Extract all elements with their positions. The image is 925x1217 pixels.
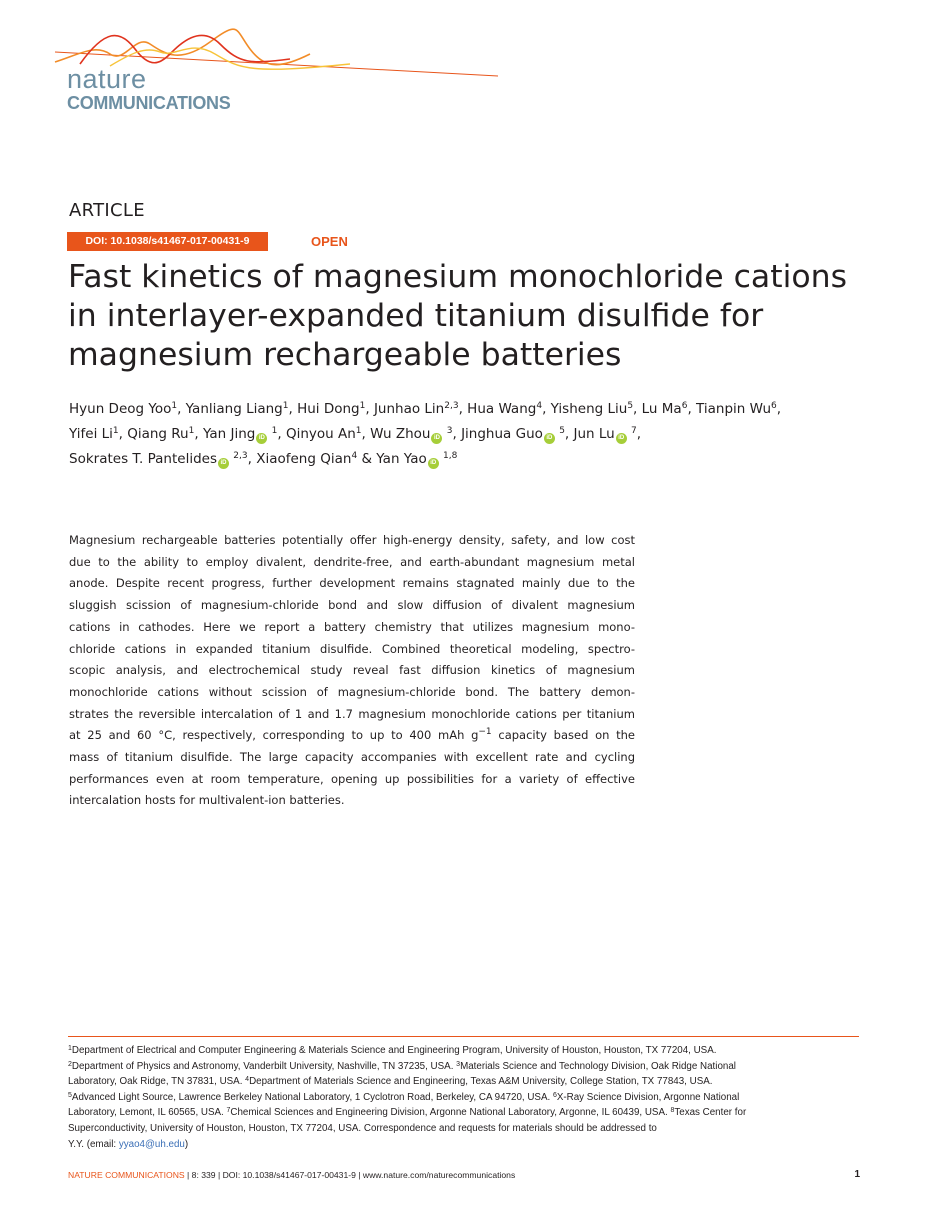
author-separator: , xyxy=(452,426,462,442)
affiliation-number: 5 xyxy=(68,1091,72,1099)
affiliation-text: Chemical Sciences and Engineering Division, Argonne National Laboratory, Argonne, IL 60439, USA. xyxy=(230,1107,671,1119)
affiliation-text: Laboratory, Lemont, IL 60565, USA. xyxy=(68,1107,227,1119)
author-name: Xiaofeng Qian xyxy=(256,451,352,467)
abstract-line: monochloride cations without scission of magnesium-chloride bond. The battery demon- xyxy=(69,684,635,699)
author-affiliation-ref: 3 xyxy=(446,426,453,436)
author-separator: , xyxy=(118,426,128,442)
correspondence-email-link[interactable]: yyao4@uh.edu xyxy=(118,1138,185,1150)
title-line: magnesium rechargeable batteries xyxy=(68,337,622,373)
orcid-icon[interactable]: iD xyxy=(544,433,555,444)
author-name: Hyun Deog Yoo xyxy=(69,401,172,417)
author-name: Junhao Lin xyxy=(373,401,445,417)
affiliation-text: Materials Science and Technology Division, Oak Ridge National xyxy=(460,1060,736,1072)
footnote-divider xyxy=(68,1036,859,1037)
author-separator: , xyxy=(542,401,551,417)
affiliation-text: X-Ray Science Division, Argonne National xyxy=(556,1091,740,1103)
author-line xyxy=(69,397,869,422)
author-affiliation-ref: 1,8 xyxy=(443,451,458,461)
author-list xyxy=(69,397,869,472)
affiliation-text: Department of Materials Science and Engineering, Texas A&M University, College Station, TX 77843, USA. xyxy=(249,1076,713,1088)
author-name: Jinghua Guo xyxy=(461,426,543,442)
footer-doi-url[interactable]: | DOI: 10.1038/s41467-017-00431-9 | www.nature.com/naturecommunications xyxy=(217,1170,516,1180)
author-name: Yan Yao xyxy=(376,451,427,467)
author-separator: , xyxy=(564,426,574,442)
author-line xyxy=(69,422,869,447)
affiliation-line xyxy=(68,1043,863,1059)
author-affiliation-ref: 1 xyxy=(112,426,119,436)
author-name: Yifei Li xyxy=(69,426,113,442)
affiliation-line xyxy=(68,1121,863,1137)
author-name: Qiang Ru xyxy=(127,426,189,442)
footer-volume: | 8: 339 xyxy=(184,1170,218,1180)
running-footer xyxy=(68,1169,860,1181)
affiliation-number: 2 xyxy=(68,1060,72,1068)
abstract-line: mass of titanium disulfide. The large capacity accompanies with excellent rate and cycling xyxy=(69,750,635,765)
affiliation-number: 4 xyxy=(245,1076,250,1084)
author-separator: & xyxy=(357,451,377,467)
orcid-icon[interactable]: iD xyxy=(616,433,627,444)
affiliation-number: 7 xyxy=(226,1107,231,1115)
abstract-line: Magnesium rechargeable batteries potentially offer high-energy density, safety, and low cost xyxy=(69,533,635,547)
author-separator: , xyxy=(776,401,782,417)
abstract-line: strates the reversible intercalation of 1 and 1.7 magnesium monochloride cations per titanium xyxy=(69,706,635,721)
author-affiliation-ref: 5 xyxy=(559,426,565,436)
author-separator: , xyxy=(288,401,298,417)
orcid-icon[interactable]: iD xyxy=(218,458,229,469)
author-name: Hua Wang xyxy=(467,401,537,417)
author-affiliation-ref: 1 xyxy=(188,426,195,436)
doi-badge[interactable]: DOI: 10.1038/s41467-017-00431-9 xyxy=(67,232,268,251)
article-type-label: ARTICLE xyxy=(69,200,145,221)
orcid-icon[interactable]: iD xyxy=(256,433,267,444)
logo-word-nature: nature xyxy=(67,64,147,94)
author-affiliation-ref: 2,3 xyxy=(233,451,248,461)
title-line: in interlayer-expanded titanium disulfide for xyxy=(68,298,764,334)
abstract-line: intercalation hosts for multivalent-ion batteries. xyxy=(69,793,345,808)
affiliation-line xyxy=(68,1090,863,1106)
orcid-icon[interactable]: iD xyxy=(428,458,439,469)
affiliation-text: Y.Y. (email: xyxy=(68,1138,119,1150)
affiliations xyxy=(68,1043,863,1152)
author-name: Sokrates T. Pantelides xyxy=(69,451,217,467)
affiliation-text: Advanced Light Source, Lawrence Berkeley National Laboratory, 1 Cyclotron Road, Berkeley, CA 94720, USA. xyxy=(71,1091,553,1103)
logo-word-communications: COMMUNICATIONS xyxy=(67,93,231,113)
abstract-superscript: −1 xyxy=(478,727,492,738)
article-title xyxy=(68,258,868,375)
author-affiliation-ref: 1 xyxy=(282,401,289,411)
abstract-line: anode. Despite recent progress, further development remains stagnated mainly due to the xyxy=(69,576,635,591)
author-line xyxy=(69,447,869,472)
author-affiliation-ref: 5 xyxy=(627,401,634,411)
author-affiliation-ref: 1 xyxy=(355,426,362,436)
affiliation-text: Department of Physics and Astronomy, Vanderbilt University, Nashville, TN 37235, USA. xyxy=(71,1060,457,1072)
author-name: Yan Jing xyxy=(202,426,256,442)
affiliation-line xyxy=(68,1105,863,1121)
author-separator: , xyxy=(633,401,642,417)
author-separator: , xyxy=(687,401,697,417)
author-affiliation-ref: 1 xyxy=(171,401,178,411)
author-affiliation-ref: 4 xyxy=(536,401,543,411)
author-name: Yisheng Liu xyxy=(550,401,628,417)
affiliation-number: 1 xyxy=(68,1045,72,1052)
author-name: Hui Dong xyxy=(297,401,360,417)
author-affiliation-ref: 2,3 xyxy=(444,401,459,411)
abstract-line: scopic analysis, and electrochemical study reveal fast diffusion kinetics of magnesium xyxy=(69,663,635,678)
author-affiliation-ref: 7 xyxy=(631,426,637,436)
affiliation-line xyxy=(68,1059,863,1075)
abstract-line xyxy=(69,725,635,747)
affiliation-number: 3 xyxy=(456,1060,461,1068)
author-affiliation-ref: 6 xyxy=(771,401,777,411)
author-affiliation-ref: 4 xyxy=(351,451,358,461)
author-separator: , xyxy=(636,426,642,442)
author-name: Tianpin Wu xyxy=(696,401,772,417)
author-separator: , xyxy=(361,426,371,442)
affiliation-line xyxy=(68,1074,863,1090)
abstract xyxy=(69,530,635,812)
author-name: Wu Zhou xyxy=(370,426,431,442)
affiliation-line xyxy=(68,1137,863,1153)
author-affiliation-ref: 1 xyxy=(271,426,278,436)
author-name: Qinyou An xyxy=(285,426,356,442)
affiliation-text: Texas Center for xyxy=(674,1107,747,1119)
abstract-line: chloride cations in expanded titanium disulfide. Combined theoretical modeling, spectro- xyxy=(69,641,635,656)
author-affiliation-ref: 6 xyxy=(681,401,688,411)
author-separator: , xyxy=(194,426,203,442)
affiliation-number: 6 xyxy=(552,1091,557,1099)
abstract-line: performances even at room temperature, opening up possibilities for a variety of effective xyxy=(69,771,635,786)
affiliation-text: Laboratory, Oak Ridge, TN 37831, USA. xyxy=(68,1076,246,1088)
orcid-icon[interactable]: iD xyxy=(431,433,442,444)
affiliation-number: 8 xyxy=(670,1107,675,1115)
author-name: Jun Lu xyxy=(573,426,615,442)
author-separator: , xyxy=(277,426,286,442)
abstract-line-text: at 25 and 60 °C, respectively, corresponding to up to 400 mAh g xyxy=(69,728,479,743)
author-separator: , xyxy=(458,401,468,417)
abstract-line: due to the ability to employ divalent, dendrite-free, and earth-abundant magnesium metal xyxy=(69,554,635,569)
author-separator: , xyxy=(177,401,186,417)
author-separator: , xyxy=(247,451,257,467)
page-number: 1 xyxy=(854,1169,860,1180)
affiliation-text: ) xyxy=(184,1138,189,1150)
open-access-label: OPEN xyxy=(311,234,348,249)
abstract-line-tail: capacity based on the xyxy=(491,728,635,743)
author-name: Yanliang Liang xyxy=(185,401,283,417)
abstract-line: sluggish scission of magnesium-chloride bond and slow diffusion of divalent magnesium xyxy=(69,598,635,613)
author-name: Lu Ma xyxy=(641,401,682,417)
abstract-line: cations in cathodes. Here we report a battery chemistry that utilizes magnesium mono- xyxy=(69,619,635,634)
affiliation-text: Superconductivity, University of Houston, Houston, TX 77204, USA. Correspondence and requests for materials should be addressed to xyxy=(68,1122,657,1134)
author-separator: , xyxy=(365,401,374,417)
title-line: Fast kinetics of magnesium monochloride cations xyxy=(68,259,847,295)
affiliation-text: Department of Electrical and Computer Engineering & Materials Science and Engineering Program, University of Houston, Houston, TX 77204, USA. xyxy=(71,1045,717,1056)
author-affiliation-ref: 1 xyxy=(359,401,366,411)
footer-journal-name: NATURE COMMUNICATIONS xyxy=(68,1170,185,1180)
